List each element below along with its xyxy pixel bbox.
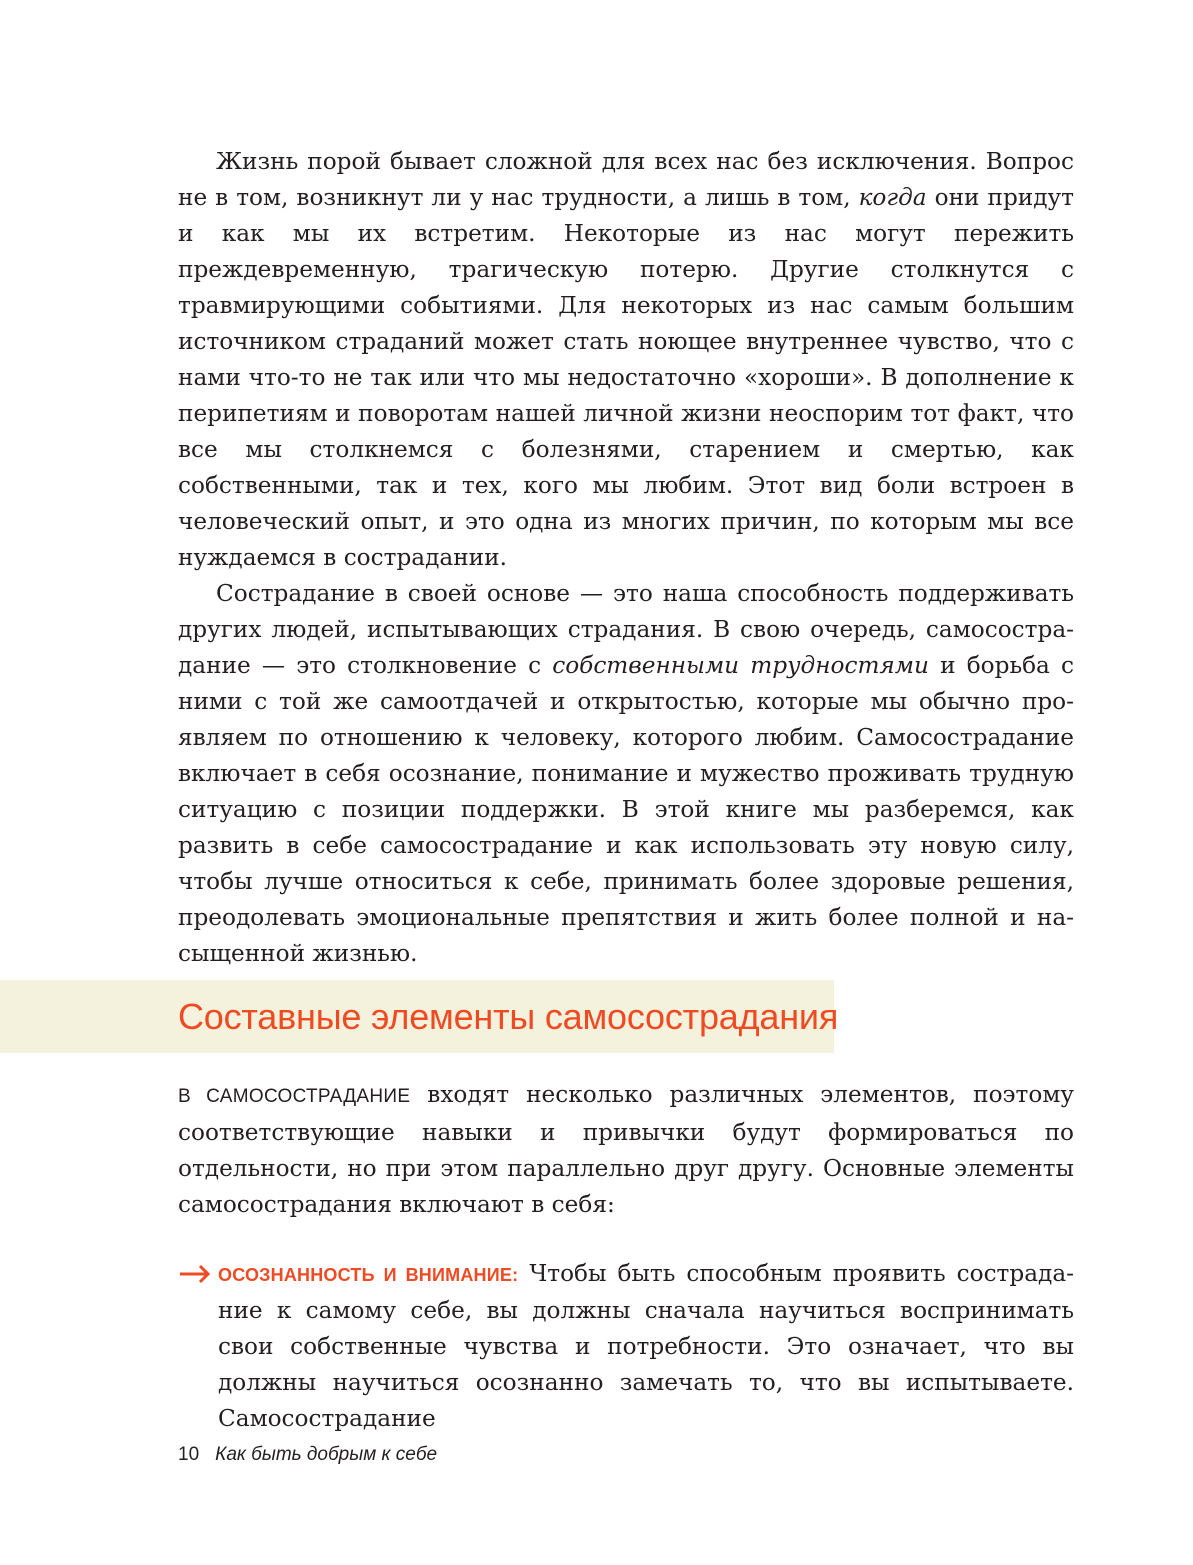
section-paragraph [178,1077,1074,1223]
list-item-body: Чтобы быть способным проявить сострадание к самому себе, вы должны сначала научиться воспринимать свои собственные чувства и потребности. Это означает, что вы должны научиться осознанно замечать то, что вы испытываете. Самосострадание [218,1260,1074,1432]
section-heading: Составные элементы самосострадания [178,996,839,1037]
arrow-right-icon [178,1256,212,1292]
intro-text [178,144,1074,972]
running-title: Как быть добрым к себе [215,1444,438,1465]
section-body [178,1077,1074,1223]
list-item-text [178,1256,1074,1437]
paragraph-2-part-a: Сострадание в своей основе — это наша способность поддерживать других людей, испытывающих страдания. В свою очередь, самосострадание — это столкновение с [178,580,1074,679]
section-paragraph-text: входят несколько различных элементов, поэтому соответствующие навыки и привычки будут формироваться по отдельности, но при этом параллельно друг другу. Основные элементы самосострадания включают в себя: [178,1081,1074,1218]
paragraph-2-part-b: и борьба с ними с той же самоотдачей и открытостью, которые мы обычно проявляем по отношению к человеку, которого любим. Самосострадание включает в себя осознание, понимание и мужество проживать трудную ситуацию с позиции поддержки. В этой книге мы разберемся, как развить в себе самосострадание и как использовать эту новую силу, чтобы лучше относиться к себе, принимать более здоровые решения, преодолевать эмоциональные препятствия и жить более полной и насыщенной жизнью. [178,652,1074,967]
paragraph-1-part-b: они придут и как мы их встретим. Некоторые из нас могут пережить преждевременную, трагическую потерю. Другие столкнутся с травмирующими событиями. Для некоторых из нас самым большим источником страданий может стать ноющее внутреннее чувство, что с нами что-то не так или что мы недостаточно «хороши». В дополнение к перипетиям и поворотам нашей личной жизни неоспорим тот факт, что все мы столкнемся с болезнями, старением и смертью, как собственными, так и тех, кого мы любим. Этот вид боли встроен в человеческий опыт, и это одна из многих причин, по которым мы все нуждаемся в сострадании. [178,184,1074,571]
page-number: 10 [178,1444,200,1465]
paragraph-1-emphasis: когда [858,184,927,211]
paragraph-2-emphasis: собственными трудностями [552,652,929,679]
paragraph-1-part-a: Жизнь порой бывает сложной для всех нас без исключения. Вопрос не в том, возникнут ли у нас трудности, а лишь в том, [178,148,1074,211]
paragraph-1 [178,144,1074,576]
list-item-label: ОСОЗНАННОСТЬ И ВНИМАНИЕ: [218,1265,519,1285]
page-footer [178,1444,437,1466]
section-lead-caps: В САМОСОСТРАДАНИЕ [178,1086,411,1107]
paragraph-2 [178,576,1074,972]
list-item-mindfulness [178,1256,1074,1437]
